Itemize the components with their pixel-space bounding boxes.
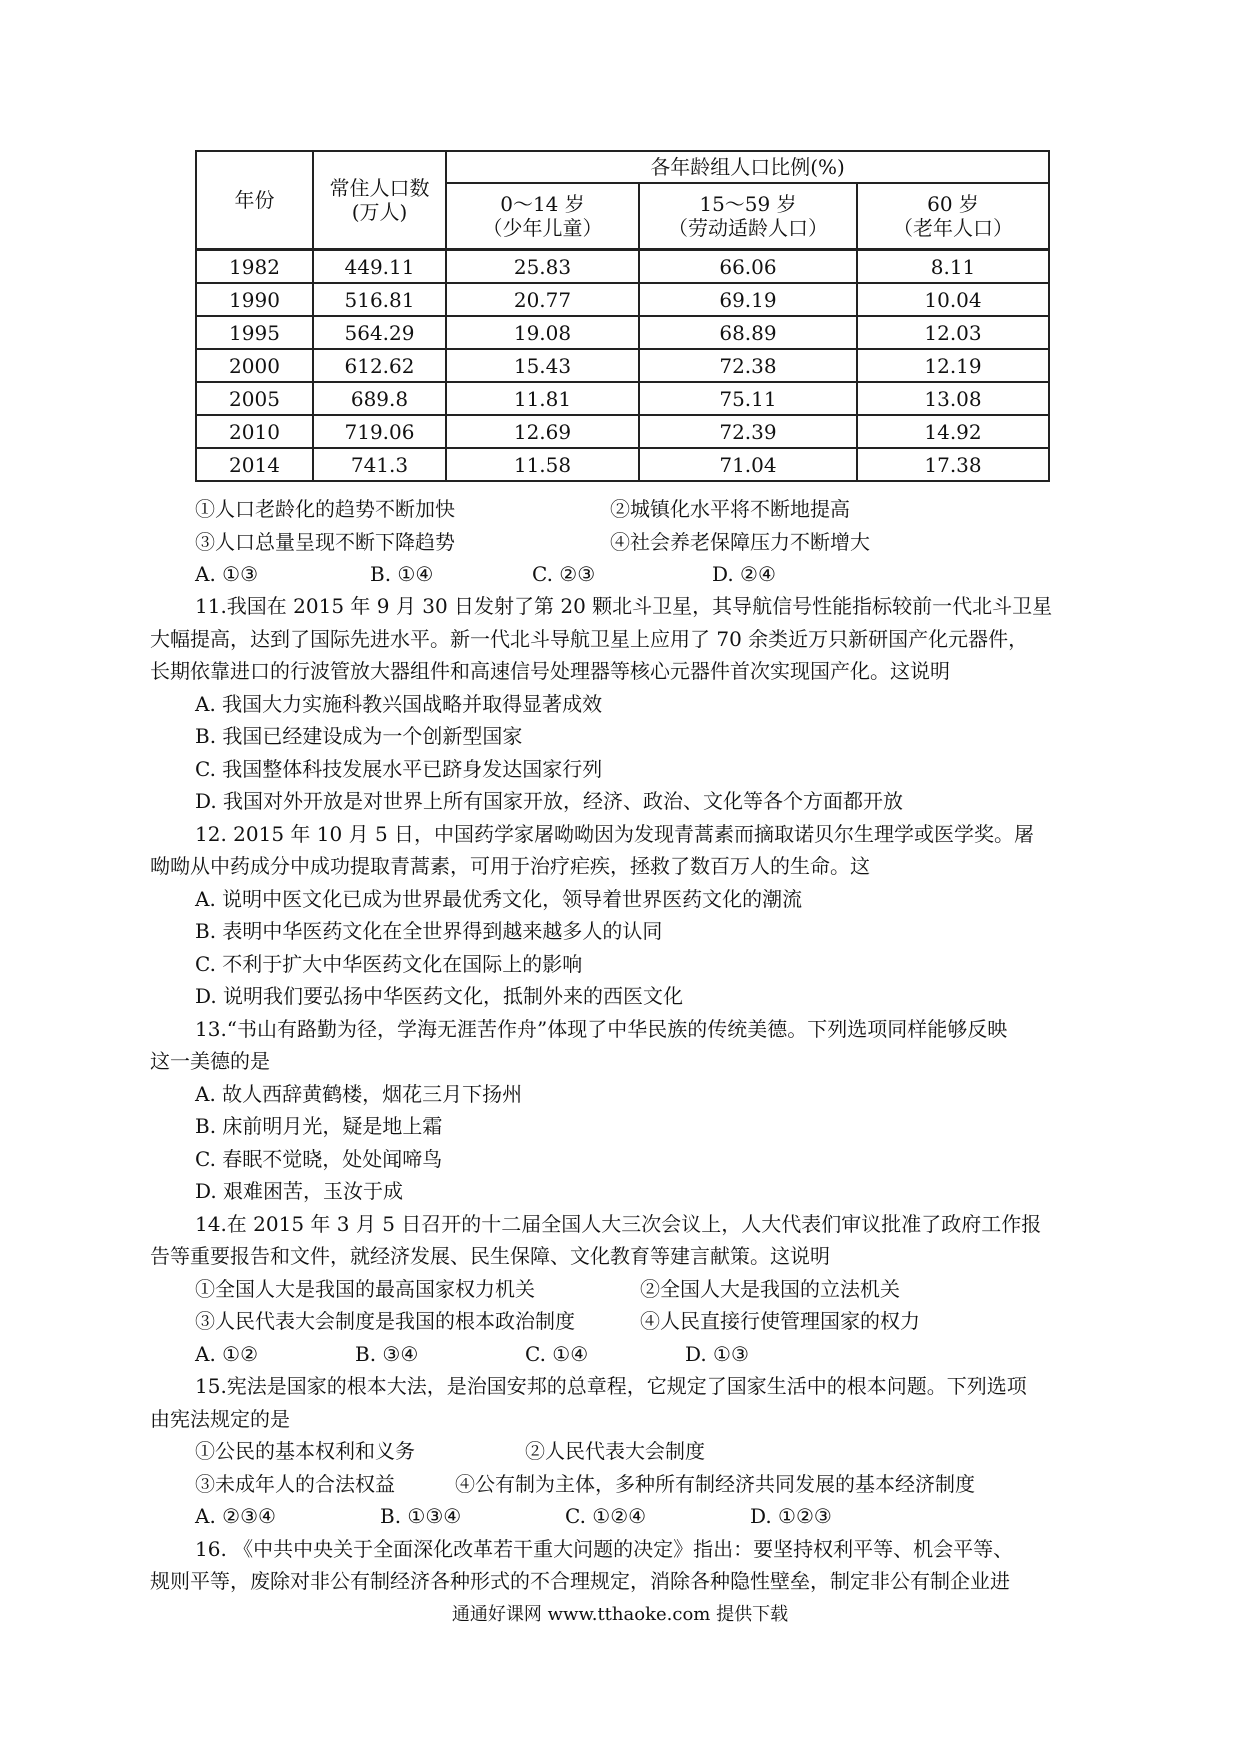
q10-option-b: B. ①④ [370, 562, 434, 586]
q14-option-d: D. ①③ [685, 1342, 749, 1366]
q11-option-d: D. 我国对外开放是对世界上所有国家开放，经济、政治、文化等各个方面都开放 [195, 789, 904, 813]
cell-working: 68.89 [639, 316, 857, 349]
cell-year: 2000 [196, 349, 313, 382]
q15-stem-line-1: 15.宪法是国家的根本大法，是治国安邦的总章程，它规定了国家生活中的根本问题。下列选项 [195, 1374, 1027, 1398]
q13-option-c: C. 春眠不觉晓，处处闻啼鸟 [195, 1147, 443, 1171]
q13-option-d: D. 艰难困苦，玉汝于成 [195, 1179, 404, 1203]
q12-option-d: D. 说明我们要弘扬中华医药文化，抵制外来的西医文化 [195, 984, 684, 1008]
cell-pop: 449.11 [313, 250, 446, 284]
q12-stem-line-1: 12. 2015 年 10 月 5 日，中国药学家屠呦呦因为发现青蒿素而摘取诺贝尔生理学或医学奖。屠 [195, 822, 1035, 846]
cell-child: 15.43 [446, 349, 639, 382]
cell-working: 66.06 [639, 250, 857, 284]
header-population: 常住人口数 (万人) [313, 151, 446, 250]
q12-option-c: C. 不利于扩大中华医药文化在国际上的影响 [195, 952, 583, 976]
cell-working: 72.39 [639, 415, 857, 448]
q15-statement-4: ④公有制为主体，多种所有制经济共同发展的基本经济制度 [455, 1472, 975, 1496]
q11-stem-line-2: 大幅提高，达到了国际先进水平。新一代北斗导航卫星上应用了 70 余类近万只新研国产化元器件， [150, 627, 1029, 651]
q15-statement-1: ①公民的基本权利和义务 [195, 1439, 415, 1463]
table-row [196, 349, 1049, 382]
header-year: 年份 [196, 151, 313, 250]
q12-option-a: A. 说明中医文化已成为世界最优秀文化，领导着世界医药文化的潮流 [195, 887, 803, 911]
cell-elderly: 12.19 [857, 349, 1049, 382]
cell-working: 72.38 [639, 349, 857, 382]
cell-child: 19.08 [446, 316, 639, 349]
q16-stem-line-2: 规则平等，废除对非公有制经济各种形式的不合理规定，消除各种隐性壁垒，制定非公有制企业进 [150, 1569, 1010, 1593]
q10-option-a: A. ①③ [195, 562, 259, 586]
q12-stem-line-2: 呦呦从中药成分中成功提取青蒿素，可用于治疗疟疾，拯救了数百万人的生命。这 [150, 854, 870, 878]
table-row [196, 415, 1049, 448]
q15-option-c: C. ①②④ [565, 1504, 647, 1528]
population-table-container [195, 150, 1048, 482]
q10-statement-4: ④社会养老保障压力不断增大 [610, 530, 870, 554]
cell-pop: 719.06 [313, 415, 446, 448]
cell-child: 25.83 [446, 250, 639, 284]
cell-pop: 612.62 [313, 349, 446, 382]
cell-year: 2010 [196, 415, 313, 448]
q15-option-b: B. ①③④ [380, 1504, 462, 1528]
q13-stem-line-2: 这一美德的是 [150, 1049, 270, 1073]
q14-statement-3: ③人民代表大会制度是我国的根本政治制度 [195, 1309, 575, 1333]
cell-elderly: 10.04 [857, 283, 1049, 316]
q10-statement-3: ③人口总量呈现不断下降趋势 [195, 530, 455, 554]
q14-statement-4: ④人民直接行使管理国家的权力 [640, 1309, 920, 1333]
cell-pop: 516.81 [313, 283, 446, 316]
q13-stem-line-1: 13.“书山有路勤为径，学海无涯苦作舟”体现了中华民族的传统美德。下列选项同样能够反映 [195, 1017, 1008, 1041]
q13-option-b: B. 床前明月光，疑是地上霜 [195, 1114, 443, 1138]
cell-pop: 564.29 [313, 316, 446, 349]
header-age-60: 60 岁 （老年人口） [857, 183, 1049, 250]
cell-year: 1995 [196, 316, 313, 349]
q10-statement-1: ①人口老龄化的趋势不断加快 [195, 497, 455, 521]
q15-option-a: A. ②③④ [195, 1504, 276, 1528]
q11-stem-line-1: 11.我国在 2015 年 9 月 30 日发射了第 20 颗北斗卫星，其导航信号性能指标较前一代北斗卫星 [195, 594, 1053, 618]
q14-stem-line-1: 14.在 2015 年 3 月 5 日召开的十二届全国人大三次会议上，人大代表们审议批准了政府工作报 [195, 1212, 1042, 1236]
table-row [196, 448, 1049, 481]
cell-working: 69.19 [639, 283, 857, 316]
q15-statement-2: ②人民代表大会制度 [525, 1439, 705, 1463]
q14-option-b: B. ③④ [355, 1342, 419, 1366]
header-age-groups: 各年龄组人口比例(%) [446, 151, 1049, 183]
q10-option-c: C. ②③ [532, 562, 596, 586]
cell-elderly: 14.92 [857, 415, 1049, 448]
table-row [196, 250, 1049, 284]
cell-year: 1990 [196, 283, 313, 316]
q11-option-b: B. 我国已经建设成为一个创新型国家 [195, 724, 523, 748]
cell-child: 11.58 [446, 448, 639, 481]
table-row [196, 382, 1049, 415]
q15-stem-line-2: 由宪法规定的是 [150, 1407, 290, 1431]
q11-stem-line-3: 长期依靠进口的行波管放大器组件和高速信号处理器等核心元器件首次实现国产化。这说明 [150, 659, 950, 683]
q14-option-c: C. ①④ [525, 1342, 589, 1366]
q14-stem-line-2: 告等重要报告和文件，就经济发展、民生保障、文化教育等建言献策。这说明 [150, 1244, 830, 1268]
header-age-15-59: 15～59 岁 （劳动适龄人口） [639, 183, 857, 250]
q15-option-d: D. ①②③ [750, 1504, 832, 1528]
cell-elderly: 12.03 [857, 316, 1049, 349]
cell-working: 71.04 [639, 448, 857, 481]
table-row [196, 283, 1049, 316]
q15-statement-3: ③未成年人的合法权益 [195, 1472, 395, 1496]
cell-working: 75.11 [639, 382, 857, 415]
table-row [196, 316, 1049, 349]
cell-year: 2005 [196, 382, 313, 415]
population-table [195, 150, 1050, 482]
cell-pop: 689.8 [313, 382, 446, 415]
cell-year: 1982 [196, 250, 313, 284]
cell-year: 2014 [196, 448, 313, 481]
q11-option-c: C. 我国整体科技发展水平已跻身发达国家行列 [195, 757, 603, 781]
q10-statement-2: ②城镇化水平将不断地提高 [610, 497, 850, 521]
q14-option-a: A. ①② [195, 1342, 259, 1366]
cell-elderly: 13.08 [857, 382, 1049, 415]
cell-elderly: 17.38 [857, 448, 1049, 481]
q14-statement-2: ②全国人大是我国的立法机关 [640, 1277, 900, 1301]
q12-option-b: B. 表明中华医药文化在全世界得到越来越多人的认同 [195, 919, 663, 943]
cell-child: 11.81 [446, 382, 639, 415]
cell-child: 20.77 [446, 283, 639, 316]
q16-stem-line-1: 16. 《中共中央关于全面深化改革若干重大问题的决定》指出：要坚持权利平等、机会平等、 [195, 1537, 1014, 1561]
cell-elderly: 8.11 [857, 250, 1049, 284]
q10-option-d: D. ②④ [712, 562, 776, 586]
q11-option-a: A. 我国大力实施科教兴国战略并取得显著成效 [195, 692, 603, 716]
cell-pop: 741.3 [313, 448, 446, 481]
header-age-0-14: 0～14 岁 （少年儿童） [446, 183, 639, 250]
page-footer: 通通好课网 www.tthaoke.com 提供下载 [451, 1604, 789, 1625]
cell-child: 12.69 [446, 415, 639, 448]
q13-option-a: A. 故人西辞黄鹤楼，烟花三月下扬州 [195, 1082, 523, 1106]
q14-statement-1: ①全国人大是我国的最高国家权力机关 [195, 1277, 535, 1301]
